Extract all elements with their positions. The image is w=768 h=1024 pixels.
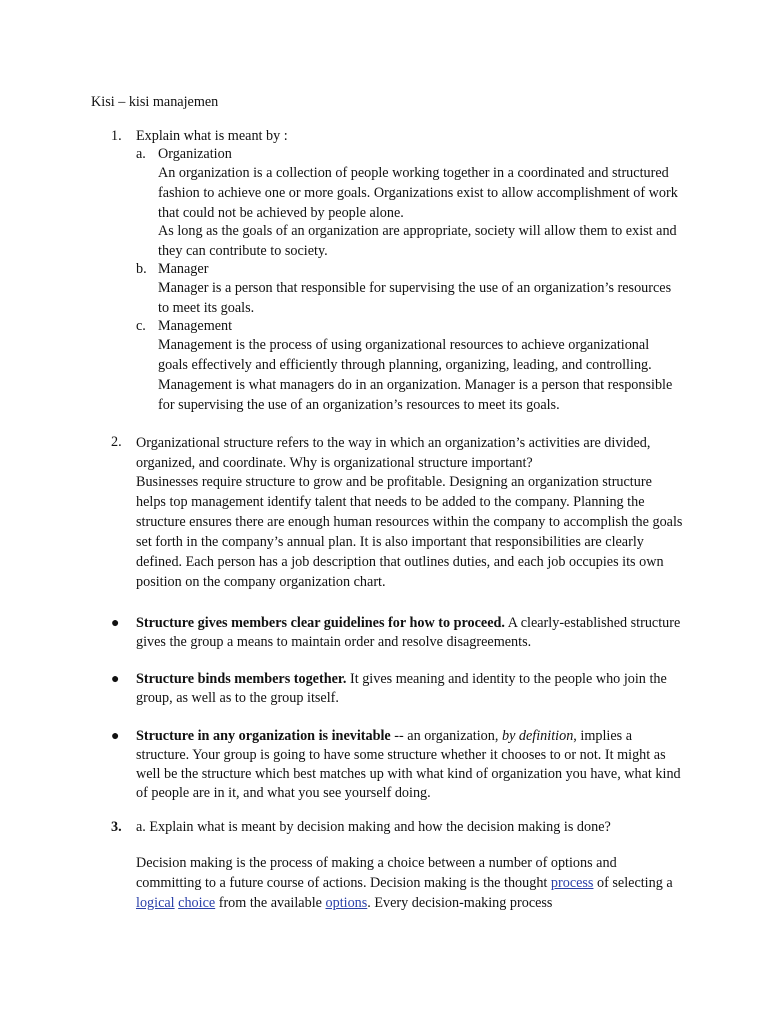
- link-choice[interactable]: choice: [178, 895, 216, 911]
- bullet-item-3: [136, 727, 684, 803]
- q3-answer: [136, 853, 684, 913]
- q3-text-1: Decision making is the process of making a choice between a number of options and committing to a future course of actions. Decision making is the thought: [136, 855, 617, 891]
- bullet-item-2: [136, 670, 684, 708]
- bullet-icon: ●: [111, 672, 120, 687]
- q1b-letter: b.: [136, 261, 147, 277]
- link-process[interactable]: process: [550, 875, 594, 891]
- bullet-icon: ●: [111, 616, 120, 631]
- bullet-2-text: It gives meaning and identity to the people who join the group, as well as to the group itself.: [136, 671, 667, 706]
- q1c-definition: Management is the process of using organizational resources to achieve organizational goals effectively and efficiently through planning, organizing, leading, and controlling. Management is what managers do in an organization. Manager is a person that responsible for supervising the use of an organization’s resources to meet its goals.: [158, 337, 673, 413]
- bullet-1-text: A clearly-established structure gives the group a means to maintain order and resolve disagreements.: [136, 615, 681, 650]
- document-title: Kisi – kisi manajemen: [91, 94, 219, 110]
- q1a-term: Organization: [158, 146, 232, 162]
- bullet-3-text2: , implies a structure. Your group is going to have some structure whether it chooses to or not. It might as well be the structure which best matches up with what kind of organization you have, what kind of people are in it, and what you see yourself doing.: [136, 728, 681, 801]
- q3-text-2: of selecting a: [593, 875, 673, 891]
- q3-text-4: from the available: [215, 895, 326, 911]
- bullet-3-text1: -- an organization,: [390, 728, 502, 744]
- q1c-letter: c.: [136, 318, 146, 334]
- q1a-extra: As long as the goals of an organization are appropriate, society will allow them to exist and they can contribute to society.: [158, 223, 677, 259]
- link-options[interactable]: options: [325, 895, 368, 911]
- bullet-3-bold: Structure in any organization is inevitable: [136, 728, 391, 744]
- link-logical[interactable]: logical: [136, 895, 175, 911]
- q1b-term: Manager: [158, 261, 209, 277]
- bullet-item-1: [136, 614, 684, 652]
- q1-number: 1.: [111, 128, 122, 144]
- bullet-2-bold: Structure binds members together.: [136, 671, 347, 687]
- q3-number: 3.: [111, 819, 122, 835]
- bullet-1-bold: Structure gives members clear guidelines for how to proceed.: [136, 615, 505, 631]
- q2-number: 2.: [111, 434, 122, 450]
- bullet-icon: ●: [111, 729, 120, 744]
- q1-prompt: Explain what is meant by :: [136, 128, 288, 144]
- q1c-term: Management: [158, 318, 233, 334]
- bullet-3-italic: by definition: [501, 728, 574, 744]
- q2-prompt: Organizational structure refers to the way in which an organization’s activities are divided, organized, and coordinate. Why is organizational structure important?: [136, 435, 651, 471]
- q2-answer: Businesses require structure to grow and be profitable. Designing an organization structure helps top management identify talent that needs to be added to the company. Planning the structure ensures there are enough human resources within the company to accomplish the goals set forth in the company’s annual plan. It is also important that responsibilities are clearly defined. Each person has a job description that outlines duties, and each job occupies its own position on the company organization chart.: [136, 474, 683, 590]
- q1b-definition: Manager is a person that responsible for supervising the use of an organization’s resources to meet its goals.: [158, 280, 672, 316]
- q3-prompt: a. Explain what is meant by decision making and how the decision making is done?: [136, 819, 611, 835]
- q1a-letter: a.: [136, 146, 146, 162]
- q3-text-5: . Every decision-making process: [367, 895, 553, 911]
- q1a-definition: An organization is a collection of people working together in a coordinated and structured fashion to achieve one or more goals. Organizations exist to allow accomplishment of work that could not be achieved by people alone.: [158, 165, 678, 221]
